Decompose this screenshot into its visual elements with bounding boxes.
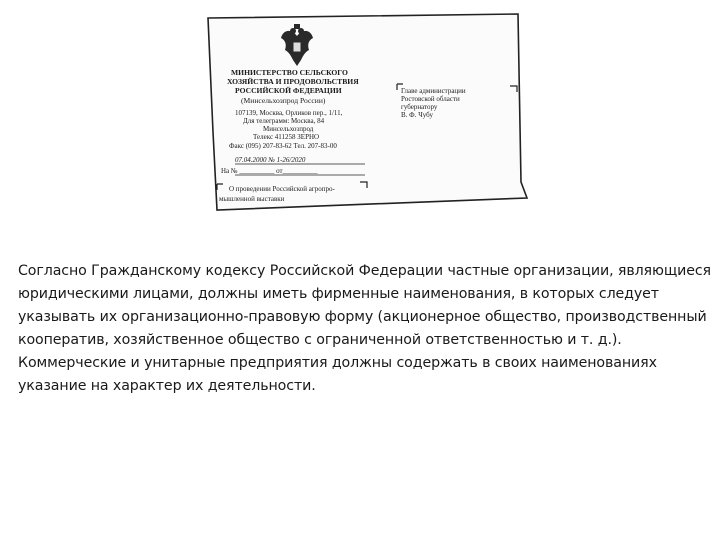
body-paragraph: Согласно Гражданскому кодексу Российской Федерации частные организации, являющиеся юридическими лицами, должны иметь фирменные наименования, в которых следует указывать их организационно-правовую форму (акционерное общество, производственный кооператив, хозяйственное общество с ограниченной ответственностью и т. д.). Коммерческие и унитарные предприятия должны содержать в своих наименованиях указание на характер их деятельности. — [18, 263, 711, 394]
ministry-abbrev: (Минсельхозпрод России) — [241, 96, 326, 105]
letter-image — [205, 12, 530, 217]
ministry-line-1: МИНИСТЕРСТВО СЕЛЬСКОГО — [231, 68, 348, 77]
address-line-5: Факс (095) 207-83-62 Тел. 207-83-00 — [229, 142, 337, 150]
recipient-line-3: губернатору — [401, 103, 438, 111]
subject-line-2: мышленной выставки — [219, 195, 285, 203]
recipient-line-1: Главе администрации — [401, 87, 466, 95]
ministry-line-2: ХОЗЯЙСТВА И ПРОДОВОЛЬСТВИЯ — [227, 77, 359, 86]
address-line-2: Для телеграмм: Москва, 84 — [243, 117, 325, 125]
reference-line: На № __________ от__________ — [221, 167, 318, 175]
ministry-line-3: РОССИЙСКОЙ ФЕДЕРАЦИИ — [235, 86, 342, 95]
address-line-1: 107139, Москва, Орликов пер., 1/11, — [235, 109, 343, 117]
recipient-line-4: В. Ф. Чубу — [401, 111, 433, 119]
date-number-line: 07.04.2000 № 1-26/2020 — [235, 156, 306, 164]
address-line-4: Телекс 411258 ЗЕРНО — [253, 133, 320, 141]
recipient-line-2: Ростовской области — [401, 95, 460, 103]
subject-line-1: О проведении Российской агропро- — [229, 185, 335, 193]
address-line-3: Минсельхозпрод — [263, 125, 314, 133]
